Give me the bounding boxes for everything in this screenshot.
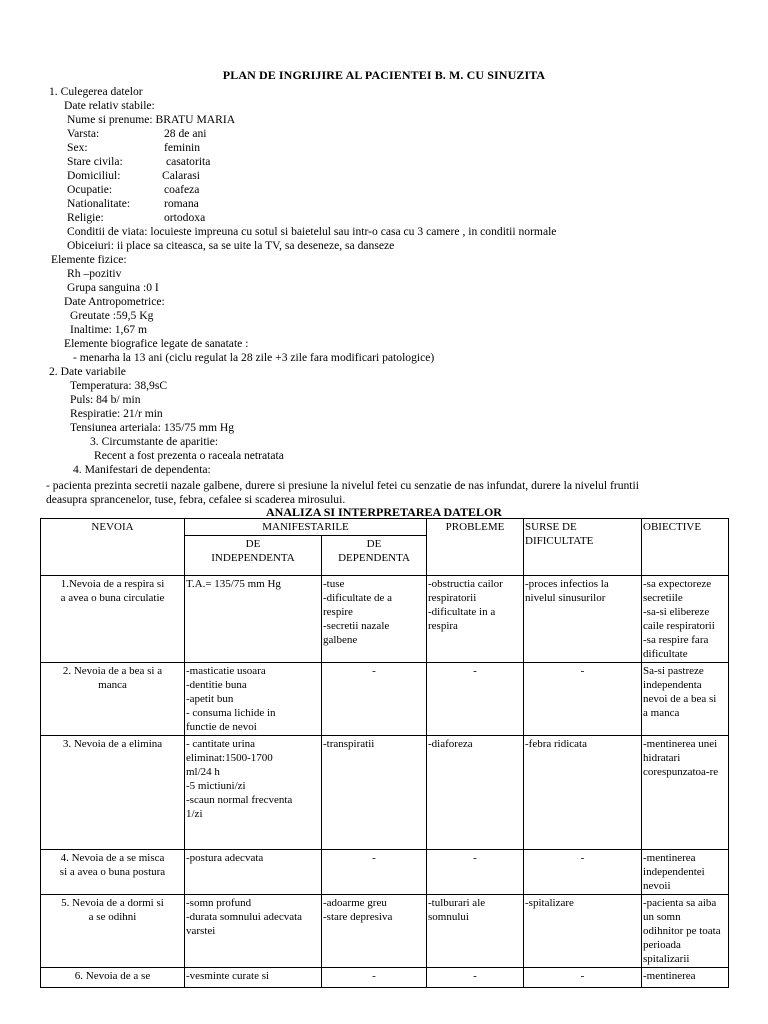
cell-need <box>41 736 185 850</box>
cell-problems: - <box>427 663 524 736</box>
cell-need <box>41 968 185 988</box>
header-manifestations: MANIFESTARILE <box>185 519 427 536</box>
data-line: Temperatura: 38,9sC <box>70 379 168 392</box>
data-line <box>67 197 199 211</box>
cell-problems: - <box>427 850 524 895</box>
data-line <box>67 211 206 225</box>
cell-line: -somn profund <box>186 897 252 909</box>
cell-line: -apetit bun <box>186 693 234 705</box>
cell-line: varstei <box>186 925 216 937</box>
cell-line: spitalizarii <box>643 953 690 965</box>
cell-dependence <box>322 736 427 850</box>
cell-line: -dificultate in a <box>428 606 496 618</box>
data-value: feminin <box>164 141 201 154</box>
cell-independence <box>185 736 322 850</box>
data-label: Varsta: <box>67 127 100 140</box>
subheading: Date Antropometrice: <box>64 295 165 308</box>
header-line: INDEPENDENTA <box>211 552 295 564</box>
table-row <box>41 850 729 895</box>
cell-line: T.A.= 135/75 mm Hg <box>186 578 281 590</box>
data-line: Greutate :59,5 Kg <box>70 309 154 322</box>
header-line: SURSE DE <box>525 521 577 533</box>
cell-line: -mentinerea <box>643 970 696 982</box>
data-value: ortodoxa <box>164 211 206 224</box>
care-analysis-table <box>40 518 729 988</box>
cell-objectives <box>642 576 729 663</box>
data-value: coafeza <box>164 183 200 196</box>
header-problems: PROBLEME <box>427 519 524 576</box>
cell-objectives <box>642 663 729 736</box>
cell-line: nevoii <box>643 880 671 892</box>
section-heading: 1. Culegerea datelor <box>49 85 143 98</box>
data-line: Obiceiuri: ii place sa citeasca, sa se uite la TV, sa deseneze, sa danseze <box>67 239 395 252</box>
cell-independence <box>185 968 322 988</box>
header-dependence <box>322 536 427 576</box>
cell-line: -pacienta sa aiba <box>643 897 717 909</box>
cell-sources: - <box>524 850 642 895</box>
cell-line: -dificultate de a <box>323 592 393 604</box>
data-line <box>67 183 200 197</box>
cell-line: un somn <box>643 911 681 923</box>
table-header-row <box>41 519 729 536</box>
cell-line: 6. Nevoia de a se <box>74 970 151 982</box>
data-label: Stare civila: <box>67 155 123 168</box>
cell-line: -stare depresiva <box>323 911 393 923</box>
cell-line: respiratorii <box>428 592 477 604</box>
table-title: ANALIZA SI INTERPRETAREA DATELOR <box>266 505 502 519</box>
cell-line: -mentinerea unei <box>643 738 718 750</box>
subheading: Date relativ stabile: <box>64 99 155 112</box>
cell-line: -5 mictiuni/zi <box>186 780 246 792</box>
cell-line: -sa expectoreze <box>643 578 712 590</box>
data-value: romana <box>164 197 199 210</box>
cell-problems: - <box>427 968 524 988</box>
cell-line: ml/24 h <box>186 766 220 778</box>
cell-sources <box>524 895 642 968</box>
data-label: Ocupatie: <box>67 183 113 196</box>
cell-independence <box>185 895 322 968</box>
cell-line: functie de nevoi <box>186 721 257 733</box>
cell-line: 3. Nevoia de a elimina <box>62 738 163 750</box>
cell-objectives <box>642 736 729 850</box>
cell-line: respira <box>428 620 458 632</box>
cell-line: independenta <box>643 679 702 691</box>
cell-line: -proces infectios la <box>525 578 609 590</box>
cell-line: nivelul sinusurilor <box>525 592 606 604</box>
cell-objectives <box>642 968 729 988</box>
cell-line: -mentinerea <box>643 852 696 864</box>
cell-line: Sa-si pastreze <box>643 665 704 677</box>
data-label: Nationalitate: <box>67 197 131 210</box>
cell-line: -diaforeza <box>428 738 473 750</box>
cell-line: -sa-si elibereze <box>643 606 710 618</box>
cell-sources: - <box>524 968 642 988</box>
cell-line: -masticatie usoara <box>186 665 266 677</box>
data-value: 28 de ani <box>164 127 207 140</box>
cell-line: manca <box>98 679 127 691</box>
cell-line: - consuma lichide in <box>186 707 276 719</box>
cell-line: 2. Nevoia de a bea si a <box>62 665 163 677</box>
cell-need <box>41 850 185 895</box>
cell-sources: - <box>524 663 642 736</box>
cell-dependence <box>322 576 427 663</box>
cell-line: -secretii nazale <box>323 620 390 632</box>
cell-line: dificultate <box>643 648 688 660</box>
cell-line: corespunzatoa-re <box>643 766 719 778</box>
cell-sources <box>524 576 642 663</box>
cell-line: independentei <box>643 866 705 878</box>
cell-line: nevoi de a bea si <box>643 693 717 705</box>
cell-line: caile respiratorii <box>643 620 715 632</box>
data-line: Nume si prenume: BRATU MARIA <box>67 113 236 126</box>
cell-line: 5. Nevoia de a dormi si <box>61 897 164 909</box>
data-line: Rh –pozitiv <box>67 267 122 280</box>
cell-line: respire <box>323 606 353 618</box>
cell-line: a avea o buna circulatie <box>60 592 165 604</box>
cell-line: secretiile <box>643 592 683 604</box>
cell-line: eliminat:1500-1700 <box>186 752 273 764</box>
cell-line: -tuse <box>323 578 345 590</box>
cell-line: perioada <box>643 939 681 951</box>
cell-line: hidratari <box>643 752 681 764</box>
data-line <box>67 127 207 141</box>
header-line: DE <box>366 538 382 550</box>
data-line: Respiratie: 21/r min <box>70 407 163 420</box>
header-sources <box>524 519 642 576</box>
data-value: Calarasi <box>162 169 200 182</box>
cell-problems <box>427 736 524 850</box>
data-line: Tensiunea arteriala: 135/75 mm Hg <box>70 421 235 434</box>
data-line: - pacienta prezinta secretii nazale galbene, durere si presiune la nivelul fetei cu senzatie de nas infundat, durere la nivelul fruntii <box>46 479 639 492</box>
header-line: DE <box>245 538 261 550</box>
cell-independence <box>185 576 322 663</box>
section-heading: 2. Date variabile <box>49 365 126 378</box>
data-line: Grupa sanguina :0 I <box>67 281 159 294</box>
cell-line: -adoarme greu <box>323 897 387 909</box>
data-label: Religie: <box>67 211 104 224</box>
cell-line: -sa respire fara <box>643 634 709 646</box>
cell-dependence: - <box>322 663 427 736</box>
cell-dependence <box>322 895 427 968</box>
cell-line: si a avea o buna postura <box>59 866 166 878</box>
cell-objectives <box>642 895 729 968</box>
cell-line: -febra ridicata <box>525 738 587 750</box>
table-row <box>41 663 729 736</box>
subheading: Elemente fizice: <box>51 253 127 266</box>
subheading: Elemente biografice legate de sanatate : <box>64 337 249 350</box>
cell-line: 1.Nevoia de a respira si <box>60 578 165 590</box>
cell-line: -vesminte curate si <box>186 970 270 982</box>
cell-line: -tulburari ale <box>428 897 486 909</box>
cell-line: somnului <box>428 911 469 923</box>
data-line: Conditii de viata: locuieste impreuna cu sotul si baietelul sau intr-o casa cu 3 camere , in conditii normale <box>67 225 557 238</box>
data-line: Puls: 84 b/ min <box>70 393 141 406</box>
cell-line: -scaun normal frecventa <box>186 794 293 806</box>
data-line: - menarha la 13 ani (ciclu regulat la 28 zile +3 zile fara modificari patologice) <box>73 351 435 364</box>
cell-independence <box>185 850 322 895</box>
data-line <box>67 141 201 155</box>
cell-line: a manca <box>643 707 680 719</box>
header-need: NEVOIA <box>41 519 185 576</box>
page-title: PLAN DE INGRIJIRE AL PACIENTEI B. M. CU SINUZITA <box>222 68 546 82</box>
header-line: DIFICULTATE <box>525 535 594 547</box>
section-heading: 3. Circumstante de aparitie: <box>90 435 219 448</box>
cell-line: galbene <box>323 634 358 646</box>
cell-problems <box>427 895 524 968</box>
table-row <box>41 576 729 663</box>
cell-sources <box>524 736 642 850</box>
cell-line: - cantitate urina <box>186 738 256 750</box>
cell-need <box>41 895 185 968</box>
data-line <box>67 155 211 169</box>
cell-independence <box>185 663 322 736</box>
cell-line: -postura adecvata <box>186 852 264 864</box>
table-row <box>41 968 729 988</box>
cell-dependence: - <box>322 968 427 988</box>
cell-objectives <box>642 850 729 895</box>
section-heading: 4. Manifestari de dependenta: <box>73 463 211 476</box>
cell-line: -spitalizare <box>525 897 574 909</box>
cell-line: a se odihni <box>88 911 137 923</box>
cell-line: -durata somnului adecvata <box>186 911 303 923</box>
data-line: deasupra sprancenelor, tuse, febra, cefalee si scaderea mirosului. <box>46 493 346 506</box>
data-label: Domiciliul: <box>67 169 121 182</box>
data-line <box>67 169 200 183</box>
cell-problems <box>427 576 524 663</box>
cell-line: 4. Nevoia de a se misca <box>60 852 165 864</box>
header-objectives: OBIECTIVE <box>642 519 729 576</box>
cell-need <box>41 576 185 663</box>
cell-dependence: - <box>322 850 427 895</box>
header-independence <box>185 536 322 576</box>
cell-line: -obstructia cailor <box>428 578 503 590</box>
cell-line: odihnitor pe toata <box>643 925 721 937</box>
cell-need <box>41 663 185 736</box>
table-row <box>41 895 729 968</box>
cell-line: 1/zi <box>186 808 203 820</box>
data-line: Recent a fost prezenta o raceala netratata <box>94 449 284 462</box>
header-line: DEPENDENTA <box>338 552 410 564</box>
cell-line: -transpiratii <box>323 738 375 750</box>
data-value: casatorita <box>166 155 211 168</box>
data-label: Sex: <box>67 141 88 154</box>
data-line: Inaltime: 1,67 m <box>70 323 147 336</box>
cell-line: -dentitie buna <box>186 679 247 691</box>
table-row <box>41 736 729 850</box>
